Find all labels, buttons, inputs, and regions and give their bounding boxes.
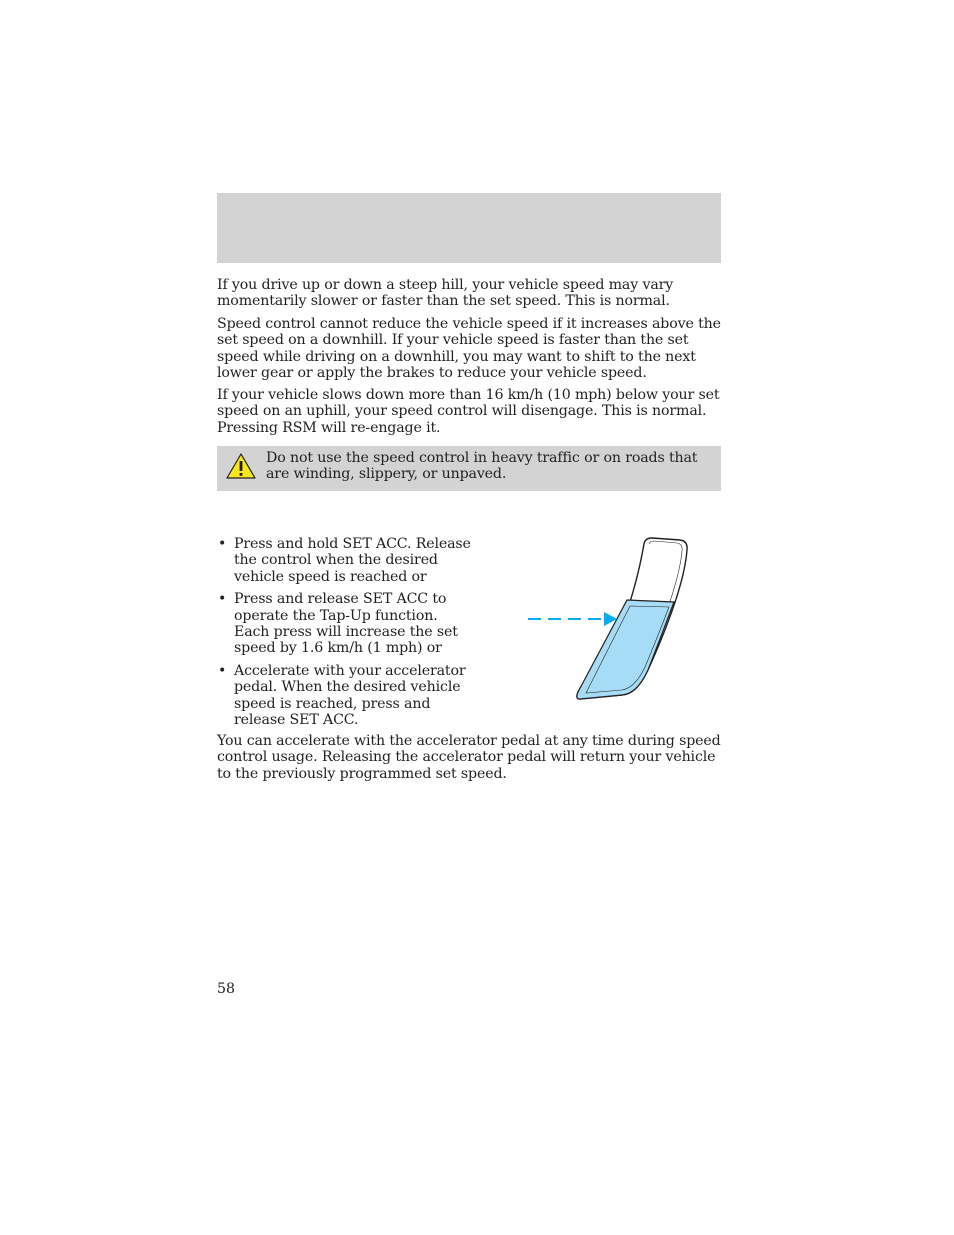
page-number: 58	[217, 981, 236, 997]
bullet-mark: •	[218, 536, 227, 552]
list-item-text: Accelerate with your accelerator pedal. When the desired vehicle speed is reached, press and release SET ACC.	[234, 662, 466, 729]
list-item	[217, 591, 477, 657]
list-item-text: Press and release SET ACC to operate the Tap-Up function. Each press will increase the set speed by 1.6 km/h (1 mph) or	[234, 591, 458, 657]
warning-box	[217, 446, 721, 491]
list-item	[217, 663, 477, 729]
warning-text: Do not use the speed control in heavy traffic or on roads that are winding, slippery, or unpaved.	[266, 450, 698, 483]
paragraph-accelerate-anytime: You can accelerate with the accelerator pedal at any time during speed control usage. Releasing the accelerator pedal will return your vehicle to the previously programmed set speed.	[217, 733, 721, 782]
bullet-mark: •	[218, 662, 227, 679]
set-acc-button-illustration	[520, 530, 700, 710]
paragraph-downhill: Speed control cannot reduce the vehicle speed if it increases above the set speed on a downhill. If your vehicle speed is faster than the set speed while driving on a downhill, you may want to shift to the next lower gear or apply the brakes to reduce your vehicle speed.	[217, 316, 721, 382]
paragraph-steep-hill: If you drive up or down a steep hill, your vehicle speed may vary momentarily slower or faster than the set speed. This is normal.	[217, 277, 674, 310]
warning-triangle-icon	[225, 452, 257, 480]
list-item	[217, 536, 477, 585]
bullet-mark: •	[218, 591, 227, 608]
list-item-text: Press and hold SET ACC. Release the control when the desired vehicle speed is reached or	[234, 536, 471, 585]
section-header-band	[217, 193, 721, 263]
paragraph-uphill: If your vehicle slows down more than 16 km/h (10 mph) below your set speed on an uphill, your speed control will disengage. This is normal. Pressing RSM will re-engage it.	[217, 387, 720, 436]
accelerate-options-list	[217, 536, 477, 734]
